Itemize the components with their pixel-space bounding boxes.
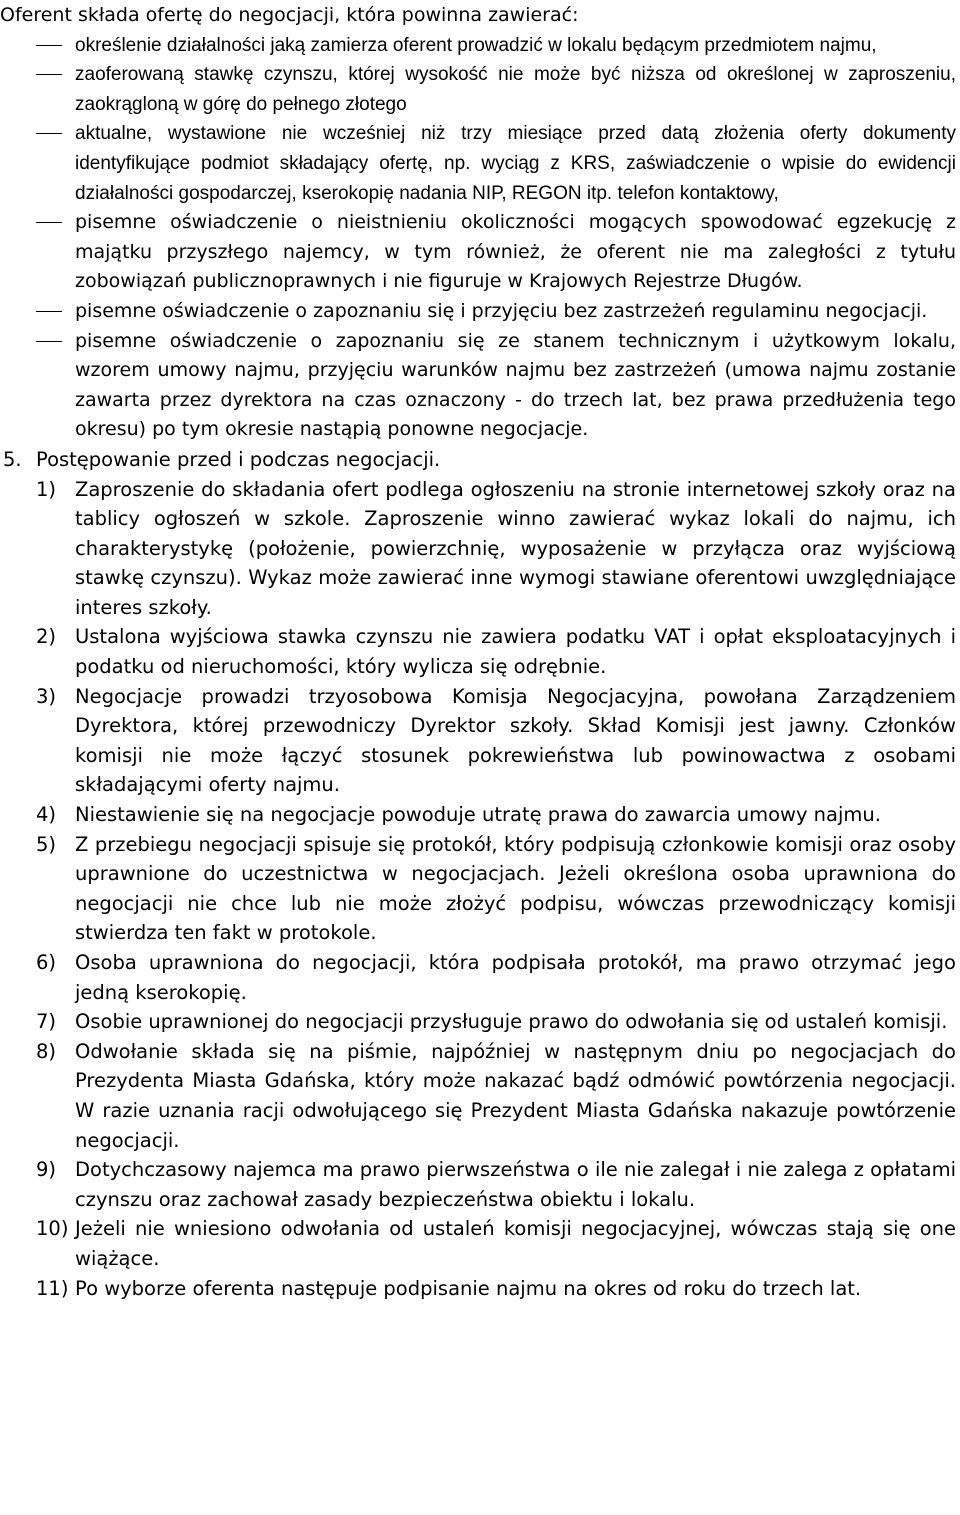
list-item: 11) Po wyborze oferenta następuje podpisanie najmu na okres od roku do trzech lat. [36,1276,862,1300]
list-item: 2) Ustalona wyjściowa stawka czynszu nie zawiera podatku VAT i opłat eksploatacyjnych i podatku od nieruchomości, który wylicza się odrębnie. [36,625,956,679]
list-item: 9) Dotychczasowy najemca ma prawo pierwszeństwa o ile nie zalegał i nie zalega z opłatami czynszu oraz zachował zasady bezpieczeństwa obiektu i lokalu. [36,1158,956,1211]
list-item: określenie działalności jaką zamierza oferent prowadzić w lokalu będącym przedmiotem najmu, [36,31,956,61]
section-title: Postępowanie przed i podczas negocjacji. [36,447,441,471]
list-item: 8) Odwołanie składa się na piśmie, najpóźniej w następnym dniu po negocjacjach do Prezydenta Miasta Gdańska, który może nakazać bądź odmówić powtórzenia negocjacji. W razie uznania racji odwołującego się Prezydent Miasta Gdańska nakazuje powtórzenie negocjacji. [36,1039,956,1152]
dash-bullet-icon [36,311,62,312]
list-item: 3) Negocjacje prowadzi trzyosobowa Komisja Negocjacyjna, powołana Zarządzeniem Dyrektora, której przewodniczy Dyrektor szkoły. Skład Komisji jest jawny. Członków komisji nie może łączyć stosunek pokrewieństwa lub powinowactwa z osobami składającymi oferty najmu. [36,684,956,797]
list-item: 6) Osoba uprawniona do negocjacji, która podpisała protokół, ma prawo otrzymać jego jedną kserokopię. [36,951,956,1004]
list-item: aktualne, wystawione nie wcześniej niż trzy miesiące przed datą złożenia oferty dokumenty identyfikujące podmiot składający ofertę, np. wyciąg z KRS, zaświadczenie o wpisie do ewidencji działalności gospodarczej, kserokopię nadania NIP, REGON itp. telefon kontaktowy, [36,119,956,208]
section-number: 5. [3,447,22,471]
list-item: pisemne oświadczenie o nieistnieniu okoliczności mogących spowodować egzekucję z majątku przyszłego najemcy, w tym również, że oferent nie ma zaległości z tytułu zobowiązań publicznoprawnych i nie figuruje w Krajowych Rejestrze Długów. [36,208,956,297]
dash-bullet-icon [36,341,62,342]
section-heading [0,445,956,475]
dash-bullet-icon [36,133,62,134]
list-item: 4) Niestawienie się na negocjacje powoduje utratę prawa do zawarcia umowy najmu. [36,803,881,827]
list-item: 7) Osobie uprawnionej do negocjacji przysługuje prawo do odwołania się od ustaleń komisji. [36,1010,948,1034]
dash-bullet-icon [36,74,62,75]
list-item: pisemne oświadczenie o zapoznaniu się ze stanem technicznym i użytkowym lokalu, wzorem umowy najmu, przyjęciu warunków najmu bez zastrzeżeń (umowa najmu zostanie zawarta przez dyrektora na czas oznaczony - do trzech lat, bez prawa przedłużenia tego okresu) po tym okresie nastąpią ponowne negocjacje. [36,327,956,445]
list-item: 5) Z przebiegu negocjacji spisuje się protokół, który podpisują członkowie komisji oraz osoby uprawnione do uczestnictwa w negocjacjach. Jeżeli określona osoba uprawniona do negocjacji nie chce lub nie może złożyć podpisu, wówczas przewodniczący komisji stwierdza ten fakt w protokole. [36,832,956,945]
list-item: 1) Zaproszenie do składania ofert podlega ogłoszeniu na stronie internetowej szkoły oraz na tablicy ogłoszeń w szkole. Zaproszenie winno zawierać wykaz lokali do najmu, ich charakterystykę (położenie, powierzchnię, wyposażenie w przyłącza oraz wyjściową stawkę czynszu). Wykaz może zawierać inne wymogi stawiane oferentowi uwzględniające interes szkoły. [36,477,956,619]
list-item: 10) Jeżeli nie wniesiono odwołania od ustaleń komisji negocjacyjnej, wówczas stają się one wiążące. [36,1217,956,1270]
dash-bullet-icon [36,222,62,223]
intro-paragraph: Oferent składa ofertę do negocjacji, która powinna zawierać: [0,4,579,26]
requirements-list [36,31,956,445]
list-item: pisemne oświadczenie o zapoznaniu się i przyjęciu bez zastrzeżeń regulaminu negocjacji. [36,297,956,327]
dash-bullet-icon [36,45,62,46]
procedure-list [36,475,956,1304]
section-5 [3,445,956,1303]
list-item: zaoferowaną stawkę czynszu, której wysokość nie może być niższa od określonej w zaproszeniu, zaokrągloną w górę do pełnego złotego [36,60,956,119]
